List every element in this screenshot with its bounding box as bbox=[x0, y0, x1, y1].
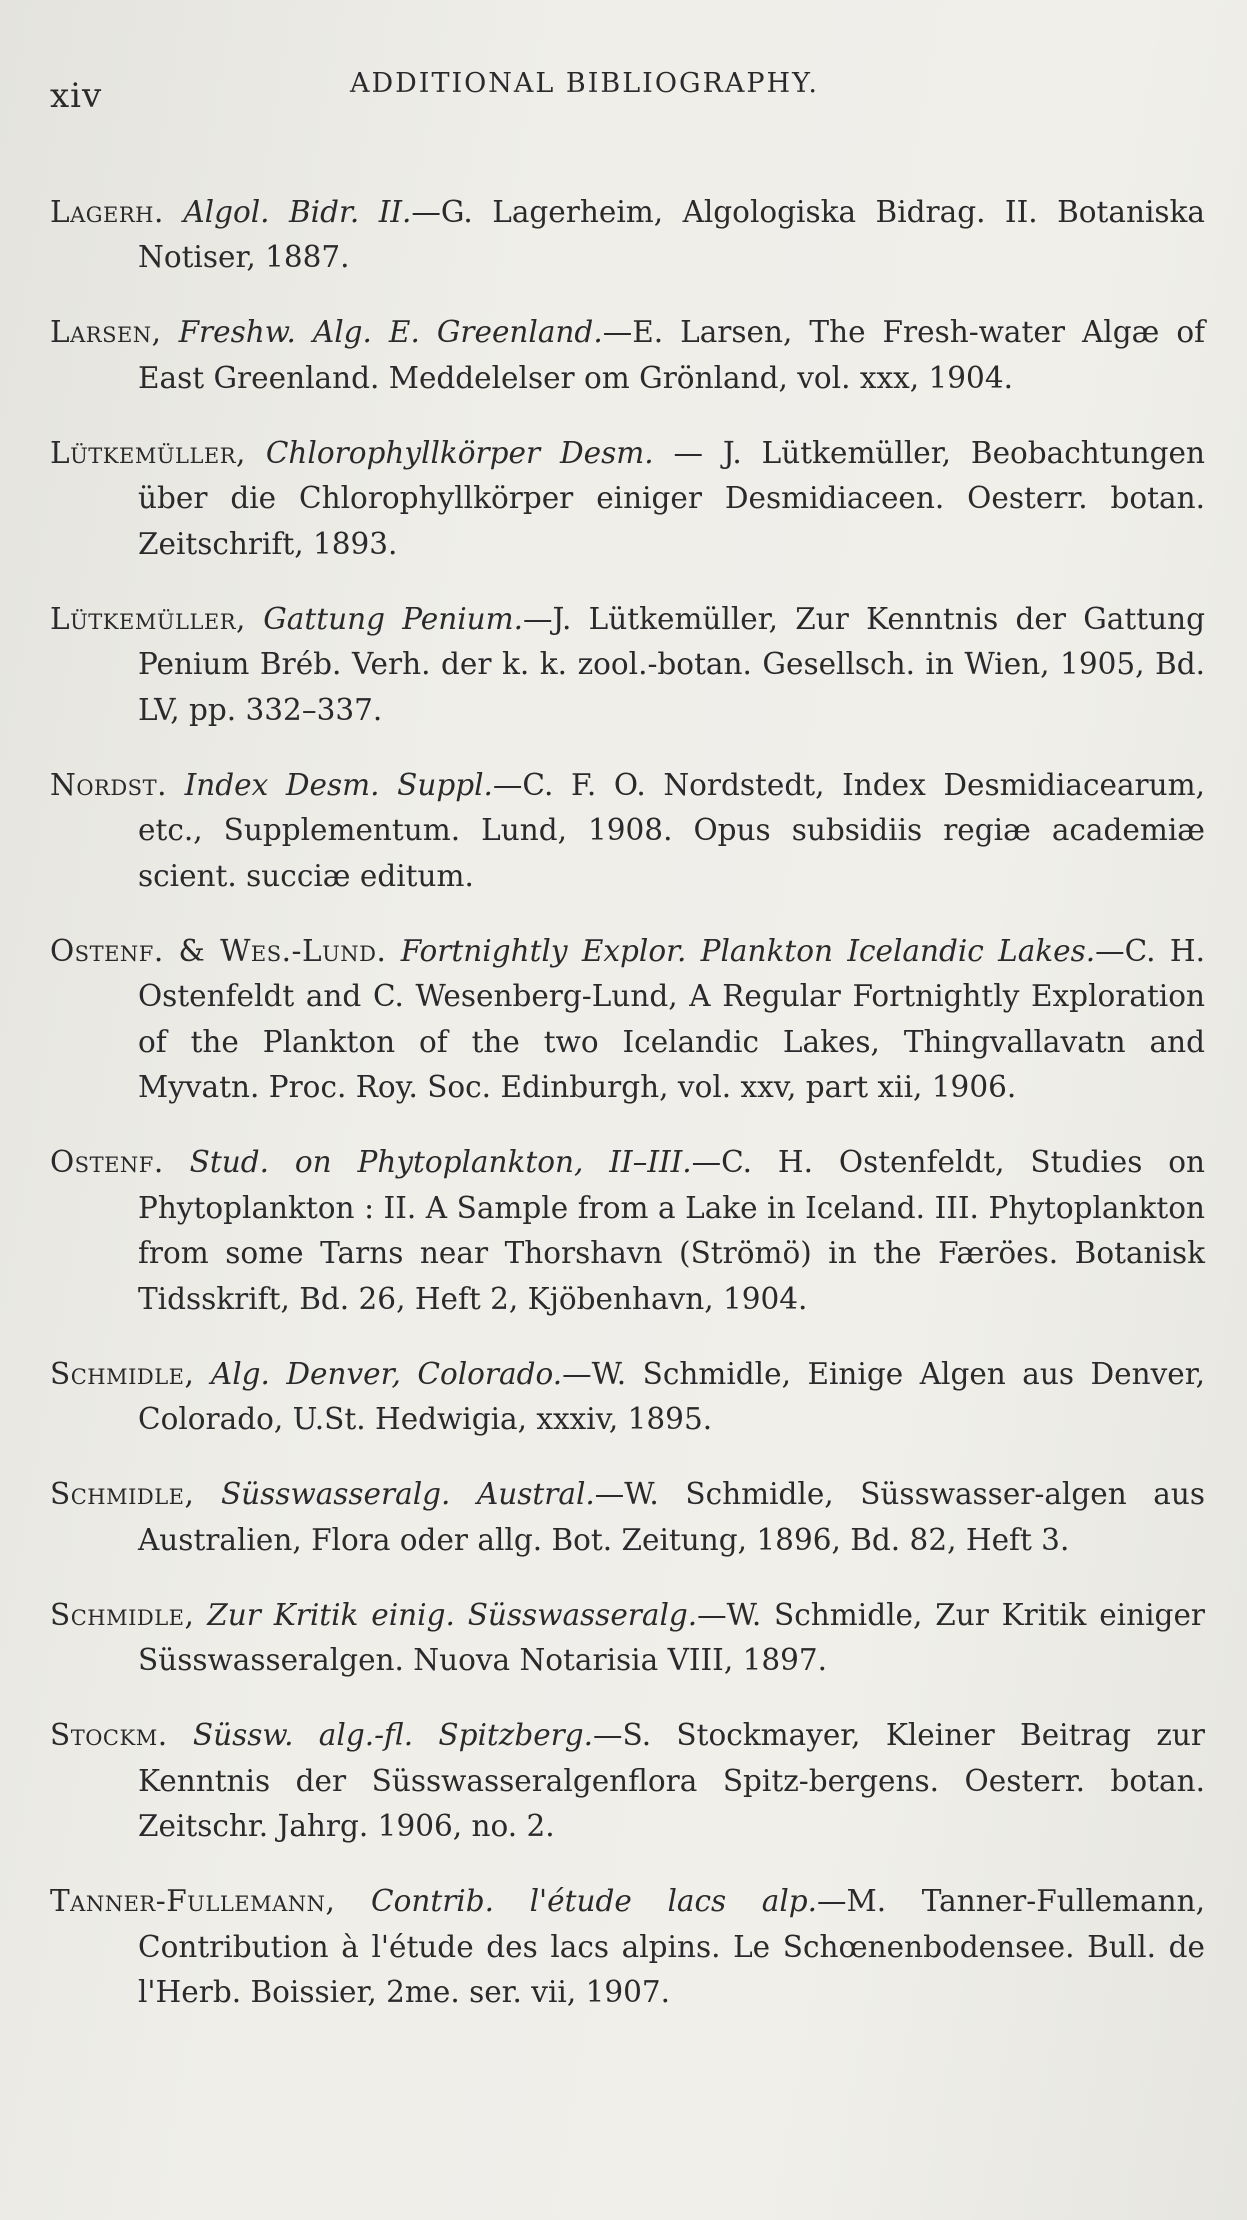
entry-author: Schmidle, bbox=[50, 1356, 195, 1391]
entry-short-title: Fortnightly Explor. Plankton Icelandic Lakes. bbox=[400, 933, 1096, 968]
entry-short-title: Zur Kritik einig. Süsswasseralg. bbox=[207, 1597, 698, 1632]
entry-citation: —G. Lagerheim, Algologiska Bidrag. II. Botaniska Notiser, 1887. bbox=[138, 194, 1205, 274]
entry-short-title: Contrib. l'étude lacs alp. bbox=[371, 1884, 818, 1918]
entry-citation: —W. Schmidle, Zur Kritik einiger Süsswasseralgen. Nuova Notarisia VIII, 1897. bbox=[138, 1597, 1205, 1677]
bibliography-entry bbox=[50, 1879, 1205, 2016]
entry-author: Larsen, bbox=[50, 315, 162, 349]
entry-short-title: Freshw. Alg. E. Greenland. bbox=[178, 315, 603, 349]
bibliography-entry bbox=[50, 763, 1205, 900]
bibliography-list bbox=[50, 160, 1205, 2038]
entry-citation: — J. Lütkemüller, Beobachtungen über die Chlorophyllkörper einiger Desmidiaceen. Oesterr. botan. Zeitschrift, 1893. bbox=[138, 435, 1205, 561]
entry-citation: —W. Schmidle, Einige Algen aus Denver, Colorado, U.St. Hedwigia, xxxiv, 1895. bbox=[138, 1356, 1205, 1436]
entry-short-title: Alg. Denver, Colorado. bbox=[210, 1356, 563, 1391]
bibliography-entry bbox=[50, 929, 1205, 1111]
entry-citation: —M. Tanner-Fullemann, Contribution à l'étude des lacs alpins. Le Schœnenbodensee. Bull. de l'Herb. Boissier, 2me. ser. vii, 1907. bbox=[138, 1884, 1205, 2009]
entry-author: Nordst. bbox=[50, 767, 167, 802]
entry-author: Lagerh. bbox=[50, 194, 164, 229]
page-number: xiv bbox=[50, 76, 103, 116]
entry-author: Schmidle, bbox=[50, 1597, 195, 1632]
entry-short-title: Gattung Penium. bbox=[263, 601, 523, 636]
entry-author: Stockm. bbox=[50, 1718, 168, 1752]
entry-author: Schmidle, bbox=[50, 1477, 195, 1511]
entry-citation: —C. H. Ostenfeldt, Studies on Phytoplankton : II. A Sample from a Lake in Iceland. III. Phytoplankton from some Tarns near Thorshavn (Strömö) in the Færöes. Botanisk Tidsskrift, Bd. 26, Heft 2, Kjöbenhavn, 1904. bbox=[138, 1145, 1205, 1316]
entry-short-title: Süssw. alg.-fl. Spitzberg. bbox=[192, 1718, 594, 1752]
bibliography-entry bbox=[50, 431, 1205, 568]
entry-author: Tanner-Fullemann, bbox=[50, 1884, 336, 1918]
entry-short-title: Chlorophyllkörper Desm. bbox=[265, 435, 654, 470]
bibliography-entry bbox=[50, 597, 1205, 734]
entry-citation: —C. H. Ostenfeldt and C. Wesenberg-Lund, A Regular Fortnightly Exploration of the Plankton of the two Icelandic Lakes, Thingvallavatn and Myvatn. Proc. Roy. Soc. Edinburgh, vol. xxv, part xii, 1906. bbox=[138, 933, 1205, 1104]
entry-author: Ostenf. & Wes.-Lund. bbox=[50, 933, 387, 968]
bibliography-entry bbox=[50, 190, 1205, 281]
entry-author: Lütkemüller, bbox=[50, 435, 246, 470]
entry-citation: —J. Lütkemüller, Zur Kenntnis der Gattung Penium Bréb. Verh. der k. k. zool.-botan. Gesellsch. in Wien, 1905, Bd. LV, pp. 332–337. bbox=[138, 601, 1205, 727]
bibliography-entry bbox=[50, 1352, 1205, 1443]
entry-short-title: Algol. Bidr. II. bbox=[183, 194, 412, 229]
bibliography-entry bbox=[50, 310, 1205, 401]
running-head: ADDITIONAL BIBLIOGRAPHY. bbox=[350, 68, 820, 99]
entry-author: Lütkemüller, bbox=[50, 601, 246, 636]
bibliography-entry bbox=[50, 1713, 1205, 1850]
entry-short-title: Stud. on Phytoplankton, II–III. bbox=[189, 1145, 692, 1179]
bibliography-entry bbox=[50, 1472, 1205, 1563]
entry-short-title: Süsswasseralg. Austral. bbox=[220, 1477, 595, 1511]
entry-author: Ostenf. bbox=[50, 1145, 164, 1179]
entry-citation: —W. Schmidle, Süsswasser-algen aus Australien, Flora oder allg. Bot. Zeitung, 1896, Bd. 82, Heft 3. bbox=[138, 1477, 1205, 1557]
entry-short-title: Index Desm. Suppl. bbox=[184, 767, 493, 802]
entry-citation: —E. Larsen, The Fresh-water Algæ of East Greenland. Meddelelser om Grönland, vol. xxx, 1904. bbox=[138, 315, 1205, 395]
bibliography-entry bbox=[50, 1593, 1205, 1684]
entry-citation: —C. F. O. Nordstedt, Index Desmidiacearum, etc., Supplementum. Lund, 1908. Opus subsidiis regiæ academiæ scient. succiæ editum. bbox=[138, 767, 1205, 893]
bibliography-entry bbox=[50, 1140, 1205, 1322]
entry-citation: —S. Stockmayer, Kleiner Beitrag zur Kenntnis der Süsswasseralgenflora Spitz-bergens. Oesterr. botan. Zeitschr. Jahrg. 1906, no. 2. bbox=[138, 1718, 1205, 1843]
